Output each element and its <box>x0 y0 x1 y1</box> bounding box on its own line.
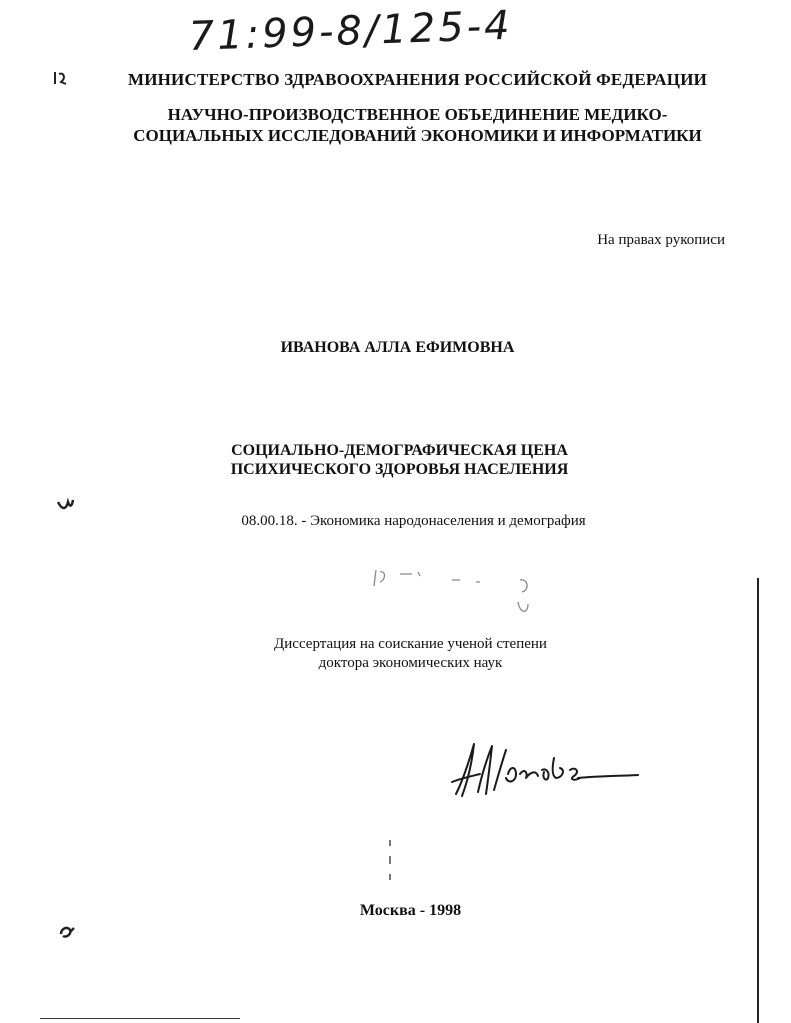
signature-image <box>448 738 643 800</box>
specialty-code: 08.00.18. - Экономика народонаселения и демография <box>241 513 586 529</box>
degree-line-2: доктора экономических наук <box>318 655 503 671</box>
faint-dot-3 <box>389 874 391 880</box>
organization-line-2: СОЦИАЛЬНЫХ ИССЛЕДОВАНИЙ ЭКОНОМИКИ И ИНФОРМАТИКИ <box>133 126 702 145</box>
margin-mark-top <box>52 70 70 86</box>
organization-line-1: НАУЧНО-ПРОИЗВОДСТВЕННОЕ ОБЪЕДИНЕНИЕ МЕДИКО- <box>167 105 668 124</box>
ministry-heading: МИНИСТЕРСТВО ЗДРАВООХРАНЕНИЯ РОССИЙСКОЙ ФЕДЕРАЦИИ <box>127 70 708 89</box>
author-name: ИВАНОВА АЛЛА ЕФИМОВНА <box>280 339 515 356</box>
margin-mark-bottom <box>58 924 76 940</box>
place-year: Москва - 1998 <box>359 902 462 919</box>
dissertation-title-line-2: ПСИХИЧЕСКОГО ЗДОРОВЬЯ НАСЕЛЕНИЯ <box>230 461 569 478</box>
scan-edge-bottom <box>40 1018 240 1019</box>
faint-dot-2 <box>389 856 391 864</box>
faint-dot-1 <box>389 840 391 846</box>
scan-edge-right <box>757 578 759 1023</box>
degree-line-1: Диссертация на соискание ученой степени <box>274 636 547 652</box>
margin-mark-middle <box>56 496 74 512</box>
manuscript-rights: На правах рукописи <box>597 232 725 248</box>
handwritten-catalog-number: 71:99-8/125-4 <box>188 2 514 60</box>
faint-stamp <box>368 562 548 622</box>
dissertation-title-line-1: СОЦИАЛЬНО-ДЕМОГРАФИЧЕСКАЯ ЦЕНА <box>231 442 568 459</box>
